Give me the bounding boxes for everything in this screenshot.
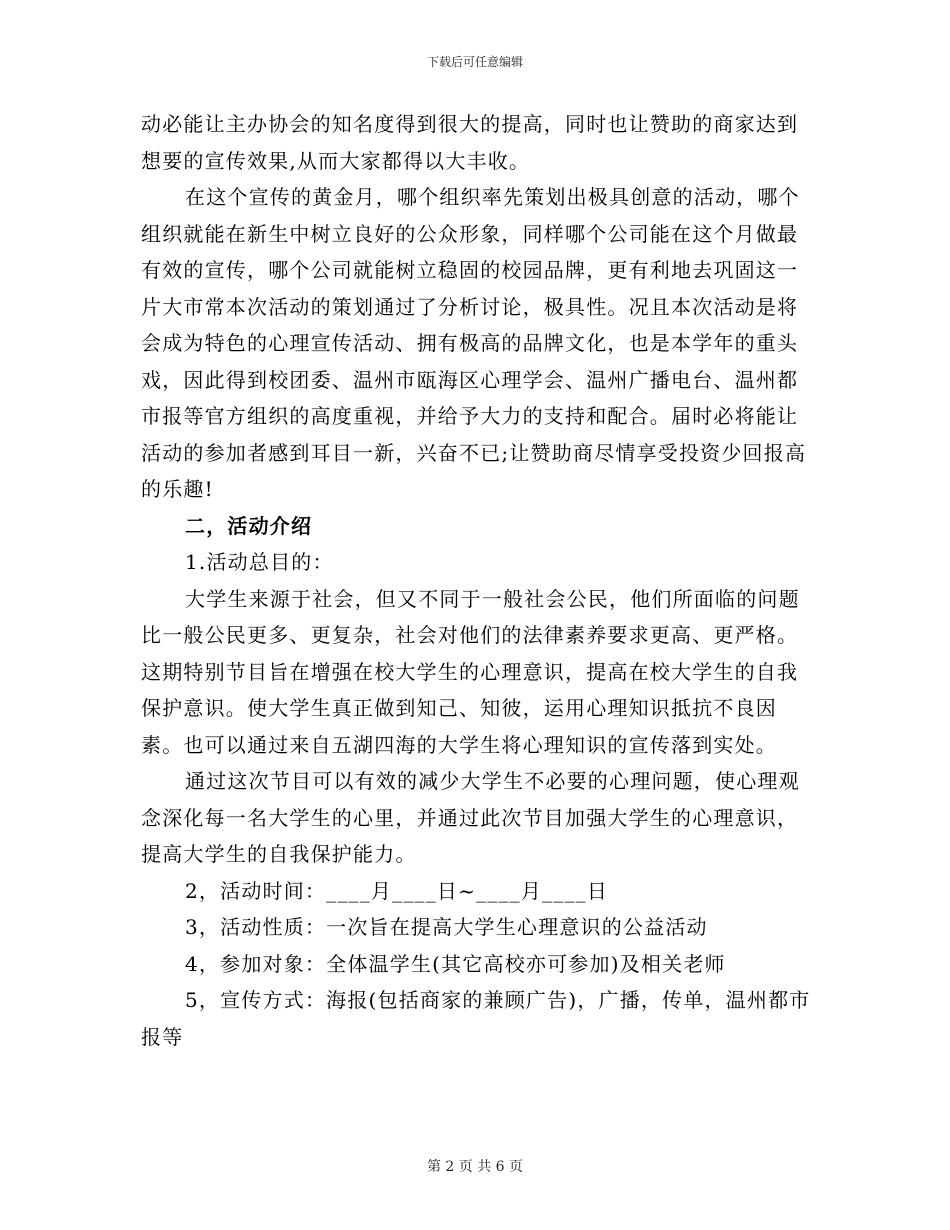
item-participants: 4，参加对象：全体温学生(其它高校亦可参加)及相关老师 <box>185 951 726 976</box>
paragraph-golden-month: 在这个宣传的黄金月，哪个组织率先策划出极具创意的活动，哪个组织就能在新生中树立良好的公众形象，同样哪个公司能在这个月做最有效的宣传，哪个公司就能树立稳固的校园品牌，更有利地去巩固这一片大市常本次活动的策划通过了分析讨论，极具性。况且本次活动是将会成为特色的心理宣传活动、拥有极高的品牌文化，也是本学年的重头戏，因此得到校团委、温州市瓯海区心理学会、温州广播电台、温州都市报等官方组织的高度重视，并给予大力的支持和配合。届时必将能让活动的参加者感到耳目一新，兴奋不已;让赞助商尽情享受投资少回报高的乐趣! <box>141 185 807 501</box>
section-heading: 二，活动介绍 <box>185 513 313 538</box>
item-overall-goal: 1.活动总目的： <box>185 550 334 574</box>
paragraph-program-effect: 通过这次节目可以有效的减少大学生不必要的心理问题，使心理观念深化每一名大学生的心里，并通过此次节目加强大学生的心理意识，提高大学生的自我保护能力。 <box>141 769 800 866</box>
document-body <box>141 106 813 1055</box>
item-activity-time: 2，活动时间：____月____日~____月____日 <box>185 878 609 903</box>
paragraph-goal-description: 大学生来源于社会，但又不同于一般社会公民，他们所面临的问题比一般公民更多、更复杂，社会对他们的法律素养要求更高、更严格。这期特别节目旨在增强在校大学生的心理意识，提高在校大学生的自我保护意识。使大学生真正做到知己、知彼，运用心理知识抵抗不良因素。也可以通过来自五湖四海的大学生将心理知识的宣传落到实处。 <box>141 586 800 757</box>
paragraph-continuation: 动必能让主办协会的知名度得到很大的提高，同时也让赞助的商家达到想要的宣传效果,从而大家都得以大丰收。 <box>141 112 799 173</box>
item-publicity: 5，宣传方式：海报(包括商家的兼顾广告)，广播，传单，温州都市报等 <box>141 988 811 1049</box>
page-footer: 第 2 页 共 6 页 <box>426 1159 524 1175</box>
page-header: 下载后可任意编辑 <box>426 55 523 69</box>
item-activity-nature: 3，活动性质：一次旨在提高大学生心理意识的公益活动 <box>185 915 708 939</box>
